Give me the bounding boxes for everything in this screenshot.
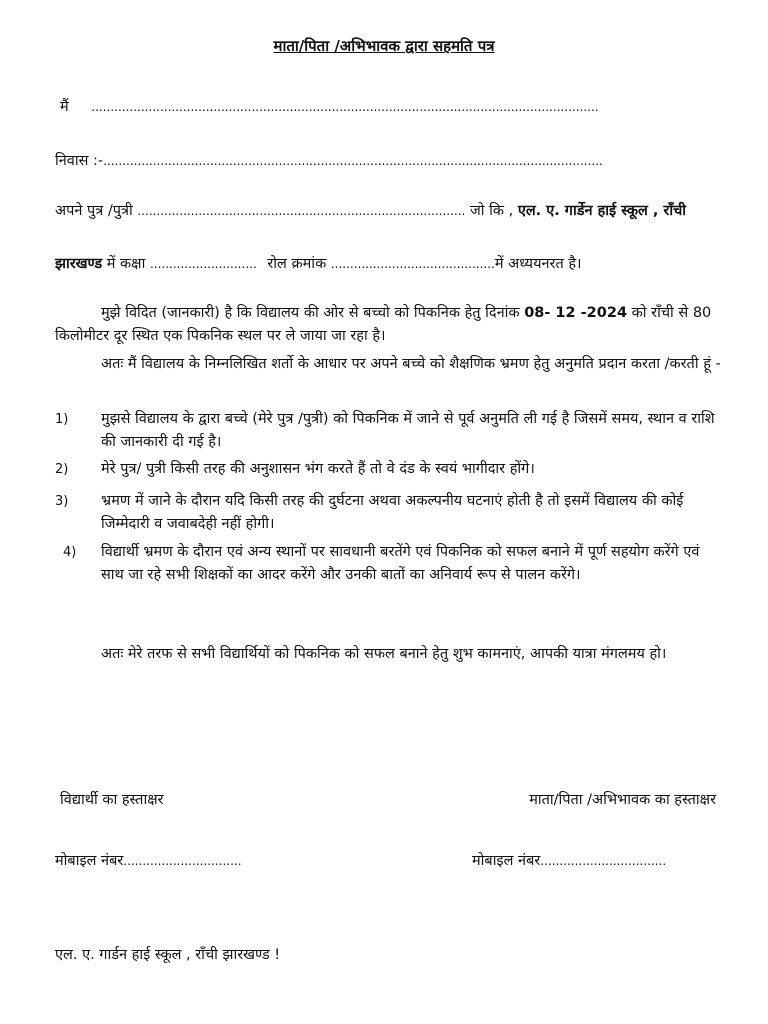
putra-label: अपने पुत्र /पुत्री — [55, 203, 133, 219]
kaksha-label: में कक्षा — [106, 256, 146, 272]
condition-number: 2) — [55, 462, 69, 477]
nivas-label: निवास :- — [55, 153, 104, 169]
mobile-left-line — [55, 850, 242, 870]
paragraph1-text: मुझे विदित (जानकारी) है कि विद्यालय की ओर से बच्चो को पिकनिक हेतु दिनांक — [101, 305, 520, 321]
mobile-left-blank: ............................... — [123, 854, 242, 868]
putra-line — [55, 200, 686, 220]
mobile-right-blank: ................................. — [540, 854, 667, 868]
mobile-right-line — [472, 850, 666, 870]
kaksha-line — [55, 253, 582, 273]
paragraph1-text-2: को राँची से 80 किलोमीटर दूर स्थित एक पिकनिक स्थल पर ले जाया जा रहा है। — [55, 305, 712, 344]
condition-text: मुझसे विद्यालय के द्वारा बच्चे (मेरे पुत्र /पुत्री) को पिकनिक में जाने से पूर्व अनुमति ली गई है जिसमें समय, स्थान व राशि की जानकारी दी गई है। — [101, 411, 715, 450]
condition-text: मेरे पुत्र/ पुत्री किसी तरह की अनुशासन भंग करते हैं तो वे दंड के स्वयं भागीदार होंगे। — [101, 461, 535, 477]
mobile-right-label: मोबाइल नंबर — [472, 853, 541, 869]
paragraph-permission: अतः मैं विद्यालय के निम्नलिखित शर्तो के आधार पर अपने बच्चे को शैक्षणिक भ्रमण हेतु अनुमति प्रदान करता /करती हूं - — [101, 356, 721, 372]
footer-school: एल. ए. गार्डन हाई स्कूल , राँची झारखण्ड ! — [55, 947, 281, 963]
roll-label: रोल क्रमांक — [267, 256, 327, 272]
condition-number: 3) — [55, 494, 69, 509]
page-title: माता/पिता /अभिभावक द्वारा सहमति पत्र — [273, 37, 495, 55]
nivas-line — [55, 150, 603, 170]
picnic-date: 08- 12 -2024 — [524, 305, 628, 321]
nivas-blank: ................................................................................................................................... — [103, 154, 603, 168]
kaksha-blank: ............................ — [149, 257, 257, 271]
adhyayanrat-text: में अध्ययनरत है। — [494, 256, 582, 272]
student-signature-label: विद्यार्थी का हस्ताक्षर — [60, 792, 164, 808]
condition-number: 1) — [55, 412, 69, 427]
condition-text: भ्रमण में जाने के दौरान यदि किसी तरह की दुर्घटना अथवा अकल्पनीय घटनाएं होती है तो इसमें विद्यालय की कोई जिम्मेदारी व जवाबदेही नहीं होगी। — [101, 493, 684, 532]
main-line — [60, 96, 599, 116]
putra-blank: ...................................................................................... — [137, 204, 466, 218]
jo-ki-text: जो कि , — [469, 203, 514, 219]
roll-blank: ........................................... — [330, 257, 495, 271]
condition-text: विद्यार्थी भ्रमण के दौरान एवं अन्य स्थानों पर सावधानी बरतेंगे एवं पिकनिक को सफल बनाने में पूर्ण सहयोग करेंगे एवं साथ जा रहे सभी शिक्षकों का आदर करेंगे और उनकी बातों का अनिवार्य रूप से पालन करेंगे। — [101, 544, 700, 583]
closing-paragraph: अतः मेरे तरफ से सभी विद्यार्थियों को पिकनिक को सफल बनाने हेतु शुभ कामनाएं, आपकी यात्रा मंगलमय हो। — [101, 646, 667, 662]
main-blank: ..................................................................................................................................... — [91, 100, 599, 114]
jharkhand-text: झारखण्ड — [55, 256, 103, 272]
condition-number: 4) — [63, 545, 77, 560]
main-label: मैं — [60, 99, 69, 115]
school-name: एल. ए. गार्डेन हाई स्कूल , राँची — [517, 203, 687, 219]
mobile-left-label: मोबाइल नंबर — [55, 853, 124, 869]
paragraph-picnic-info — [55, 302, 725, 348]
parent-signature-label: माता/पिता /अभिभावक का हस्ताक्षर — [529, 792, 716, 808]
